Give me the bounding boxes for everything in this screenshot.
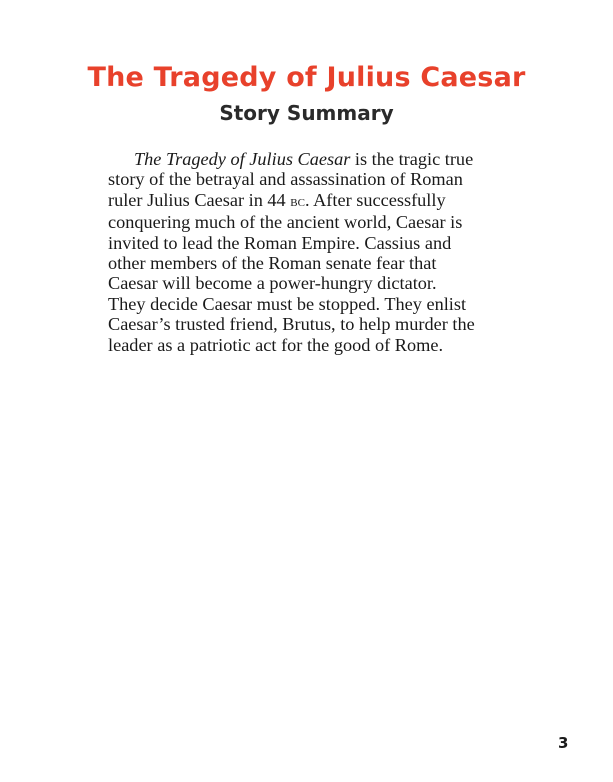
play-title-italic: The Tragedy of Julius Caesar bbox=[134, 149, 351, 169]
summary-line: ruler Julius Caesar in 44 bc. After successfully bbox=[108, 189, 446, 210]
summary-line: Caesar’s trusted friend, Brutus, to help murder the bbox=[108, 314, 475, 335]
summary-paragraph bbox=[108, 149, 518, 355]
summary-line: The Tragedy of Julius Caesar is the tragic true bbox=[134, 149, 474, 169]
summary-line: Caesar will become a power-hungry dictator. bbox=[108, 273, 437, 294]
summary-line: story of the betrayal and assassination of Roman bbox=[108, 169, 463, 190]
page-title: The Tragedy of Julius Caesar bbox=[87, 62, 526, 93]
era-abbreviation: bc bbox=[290, 192, 305, 210]
page-subtitle: Story Summary bbox=[219, 101, 394, 125]
summary-line: They decide Caesar must be stopped. They enlist bbox=[108, 293, 467, 314]
summary-line: other members of the Roman senate fear that bbox=[108, 253, 437, 274]
page-number: 3 bbox=[558, 734, 569, 752]
summary-line: leader as a patriotic act for the good of Rome. bbox=[108, 334, 444, 355]
summary-line: conquering much of the ancient world, Caesar is bbox=[108, 212, 463, 233]
summary-line: invited to lead the Roman Empire. Cassius and bbox=[108, 232, 452, 253]
